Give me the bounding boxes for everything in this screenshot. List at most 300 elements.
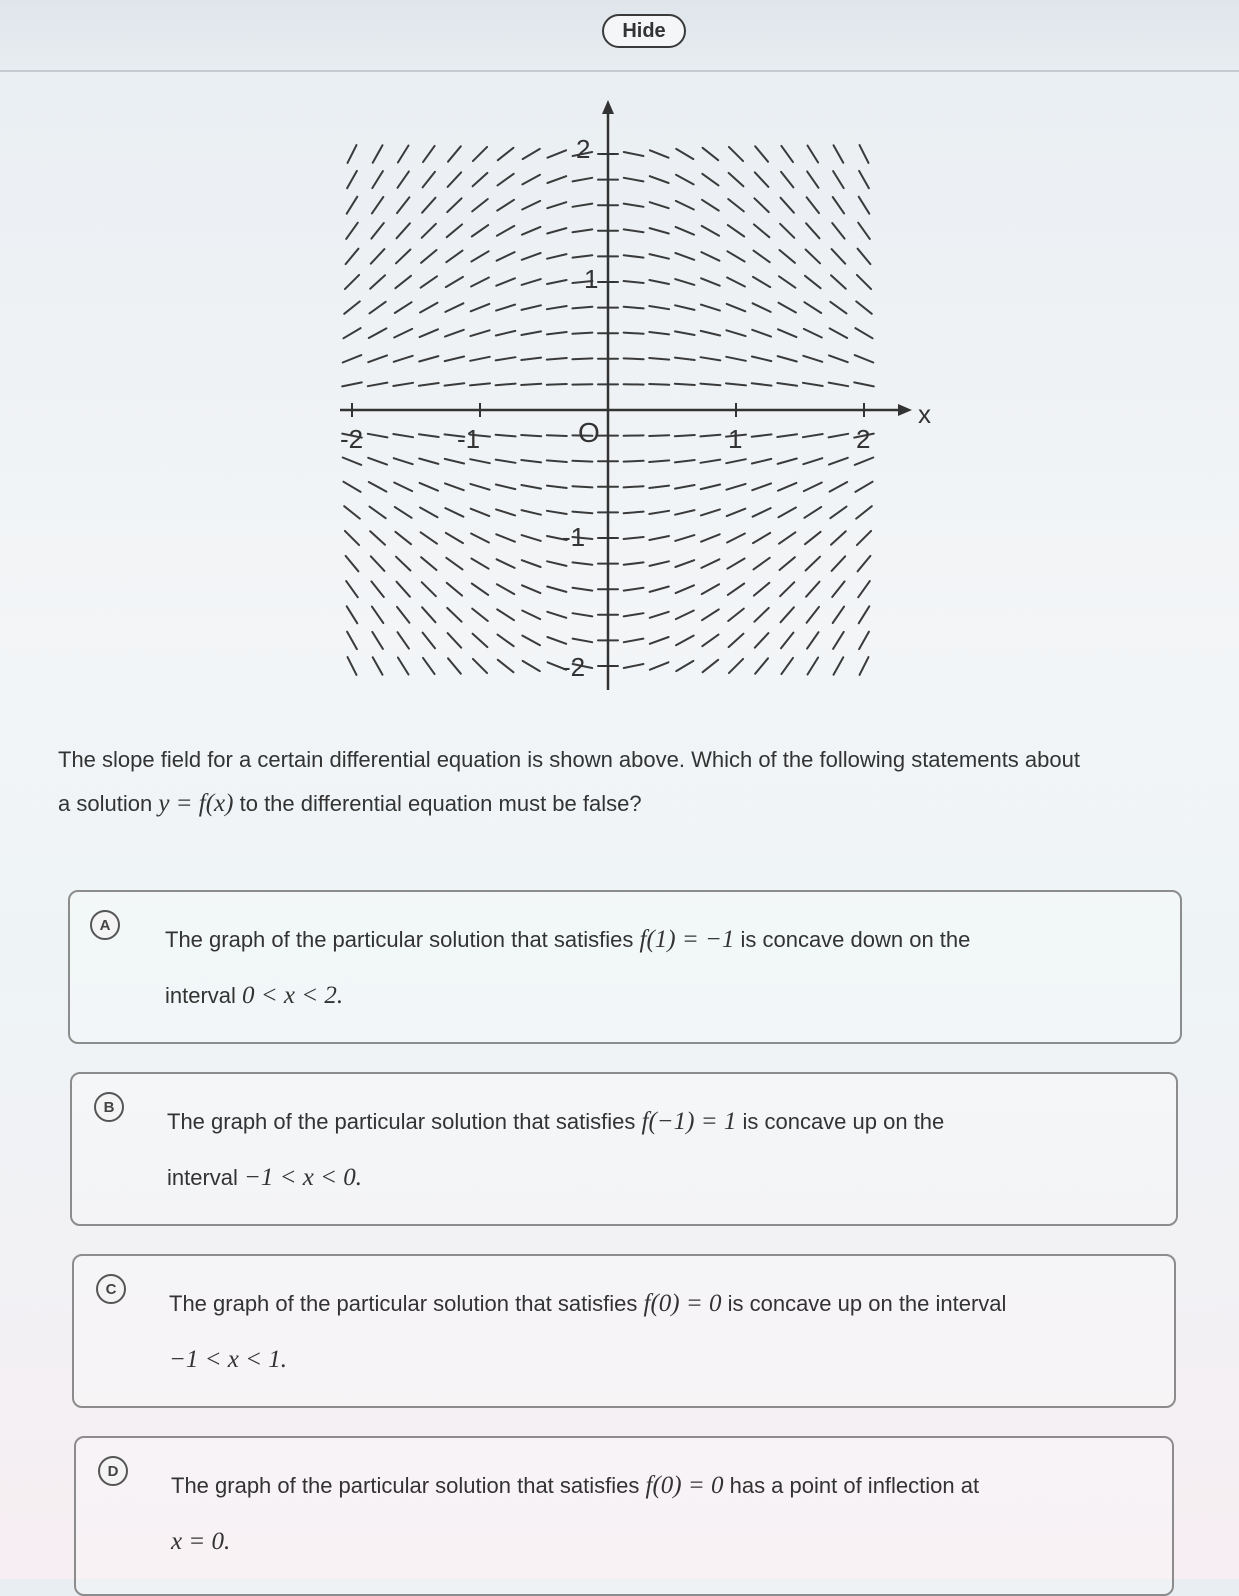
slope-segment: [829, 383, 849, 387]
slope-segment: [398, 658, 409, 675]
slope-segment: [471, 304, 490, 311]
slope-segment: [472, 225, 488, 236]
choice-c[interactable]: [72, 1254, 1176, 1408]
slope-segment: [777, 383, 797, 386]
slope-segment: [572, 461, 592, 462]
slope-segment: [855, 355, 874, 362]
choice-d[interactable]: [74, 1436, 1174, 1596]
slope-segment: [649, 306, 669, 309]
slope-segment: [572, 512, 592, 514]
slope-segment: [805, 532, 821, 544]
slope-segment: [447, 583, 462, 596]
slope-segment: [808, 146, 819, 163]
slope-segment: [777, 434, 797, 437]
choice-c-interval: −1 < x < 1.: [169, 1346, 287, 1373]
slope-segment: [473, 147, 487, 161]
slope-segment: [753, 277, 770, 287]
slope-segment: [857, 531, 871, 545]
slope-segment: [624, 152, 644, 156]
slope-segment: [422, 198, 435, 213]
slope-segment: [470, 383, 490, 385]
slope-segment: [394, 356, 413, 362]
slope-segment: [779, 508, 796, 518]
slope-segment: [650, 587, 669, 592]
slope-segment: [624, 562, 644, 564]
slope-segment: [573, 588, 593, 591]
x-axis-arrow-icon: [898, 404, 912, 416]
slope-segment: [752, 383, 772, 385]
slope-segment: [394, 329, 412, 338]
slope-segment: [369, 328, 387, 338]
slope-segment: [471, 559, 488, 569]
slope-segment: [624, 307, 644, 309]
slope-segment: [347, 197, 358, 214]
choice-a-pre: The graph of the particular solution that satisfies: [165, 927, 633, 952]
slope-segment: [496, 509, 515, 515]
slope-segment: [649, 358, 669, 360]
slope-segment: [650, 612, 669, 618]
slope-segment: [728, 609, 744, 621]
slope-segment: [650, 561, 669, 566]
slope-segment: [547, 435, 567, 436]
slope-segment: [780, 557, 795, 570]
slope-segment: [496, 534, 515, 541]
choice-d-condition: f(0) = 0: [646, 1472, 724, 1499]
y-tick-label: 1: [584, 264, 598, 294]
slope-segment: [547, 202, 566, 208]
slope-segment: [472, 609, 488, 621]
slope-segment: [808, 658, 819, 675]
slope-segment: [624, 358, 644, 359]
slope-segment: [755, 172, 769, 187]
slope-segment: [346, 223, 358, 239]
slope-segment: [373, 145, 383, 162]
slope-segment: [778, 483, 796, 491]
slope-segment: [473, 173, 488, 186]
choice-b-interval: −1 < x < 0.: [244, 1164, 362, 1191]
slope-segment: [346, 249, 359, 264]
slope-segment: [396, 557, 410, 571]
slope-segment: [701, 252, 719, 261]
slope-segment: [649, 280, 669, 284]
slope-segment: [573, 255, 593, 257]
choice-a[interactable]: [68, 890, 1182, 1044]
slope-segment: [446, 533, 463, 543]
slope-segment: [547, 176, 566, 183]
slope-segment: [701, 460, 721, 463]
slope-segment: [496, 278, 515, 285]
slope-segment: [752, 434, 772, 436]
slope-segment: [448, 633, 462, 648]
slope-segment: [781, 146, 793, 162]
slope-segment: [448, 172, 462, 187]
slope-segment: [496, 331, 515, 336]
slope-segment: [470, 484, 489, 490]
slope-segment: [370, 275, 385, 288]
slope-segment: [445, 330, 464, 337]
slope-segment: [371, 249, 385, 264]
slope-segment: [701, 331, 720, 336]
slope-segment: [778, 356, 797, 361]
slope-segment: [834, 657, 844, 674]
slope-segment: [398, 171, 409, 187]
slope-segment: [804, 302, 821, 313]
slope-segment: [347, 632, 357, 649]
slope-segment: [346, 581, 358, 597]
slope-segment: [676, 636, 694, 646]
slope-segment: [521, 331, 541, 335]
slope-segment: [372, 197, 383, 213]
slope-segment: [755, 146, 768, 161]
slope-segment: [342, 382, 362, 386]
slope-segment: [831, 275, 846, 288]
slope-segment: [470, 459, 490, 463]
hide-button[interactable]: Hide: [602, 14, 686, 48]
slope-segment: [803, 383, 823, 386]
slope-segment: [834, 145, 844, 162]
slope-segment: [344, 301, 360, 313]
slope-segment: [833, 197, 844, 213]
slope-segment: [727, 559, 744, 569]
slope-segment: [395, 532, 411, 544]
slope-segment: [448, 146, 461, 161]
slope-segment: [496, 485, 515, 490]
slope-segment: [780, 224, 794, 238]
slope-segment: [471, 278, 489, 287]
slope-segment: [573, 204, 593, 207]
slope-segment: [522, 585, 540, 593]
slope-segment: [370, 507, 386, 519]
y-axis-arrow-icon: [602, 100, 614, 114]
choice-d-pre: The graph of the particular solution that satisfies: [171, 1473, 639, 1498]
slope-segment: [347, 171, 357, 188]
slope-segment: [675, 535, 694, 541]
slope-segment: [497, 559, 515, 568]
slope-segment: [753, 508, 771, 517]
slope-segment: [624, 512, 644, 514]
slope-segment: [807, 632, 818, 648]
slope-segment: [729, 173, 744, 186]
slope-segment: [445, 508, 463, 517]
slope-segment: [676, 661, 693, 671]
slope-segment: [859, 632, 869, 649]
slope-segment: [522, 535, 541, 541]
slope-segment: [398, 632, 409, 648]
choice-c-line-1: [169, 1276, 1134, 1332]
choice-c-text: [169, 1276, 1134, 1388]
origin-label: O: [578, 417, 600, 448]
slope-segment: [522, 305, 541, 310]
slope-segment: [572, 333, 592, 334]
slope-segment: [572, 358, 592, 359]
choice-letter-b: B: [94, 1092, 124, 1122]
question-math: y = f(x): [158, 790, 233, 817]
slope-segment: [624, 461, 644, 462]
slope-segment: [470, 357, 490, 361]
slope-segment: [650, 662, 669, 669]
slope-segment: [447, 224, 462, 237]
slope-segment: [522, 611, 540, 620]
slope-segment: [448, 658, 461, 673]
slope-segment: [703, 660, 719, 672]
slope-segment: [624, 281, 644, 283]
slope-segment: [649, 460, 669, 462]
slope-segment: [395, 302, 412, 313]
slope-segment: [754, 251, 770, 263]
slope-segment: [397, 223, 410, 238]
choice-a-line2-pre: interval: [165, 983, 236, 1008]
slope-segment: [573, 639, 593, 643]
slope-segment: [830, 482, 848, 492]
slope-segment: [675, 253, 694, 260]
slope-segment: [372, 607, 383, 623]
slope-segment: [422, 607, 435, 622]
slope-segment: [346, 556, 359, 571]
choice-c-post: is concave up on the interval: [728, 1291, 1007, 1316]
top-bar: [0, 0, 1239, 72]
question-line-1: The slope field for a certain differential equation is shown above. Which of the following statements about: [58, 738, 1208, 782]
choice-a-text: [165, 912, 1140, 1024]
x-axis-label: x: [918, 399, 931, 429]
slope-segment: [447, 608, 461, 622]
slope-segment: [498, 635, 514, 647]
slope-segment: [701, 559, 719, 568]
slope-segment: [420, 329, 438, 337]
slope-segment: [832, 249, 846, 264]
choice-c-pre: The graph of the particular solution that satisfies: [169, 1291, 637, 1316]
slope-segment: [752, 483, 771, 490]
slope-segment: [573, 613, 593, 616]
slope-segment: [755, 633, 769, 648]
slope-segment: [807, 171, 818, 187]
slope-segment: [858, 223, 870, 239]
slope-segment: [393, 434, 413, 437]
slope-segment: [675, 279, 694, 285]
slope-segment: [702, 584, 719, 594]
slope-segment: [753, 533, 770, 543]
slope-segment: [423, 146, 435, 162]
slope-segment: [343, 328, 360, 338]
slope-segment: [472, 584, 488, 595]
slope-segment: [779, 532, 795, 543]
slope-segment: [753, 303, 771, 312]
slope-segment: [676, 149, 693, 159]
slope-segment: [832, 223, 844, 239]
slope-segment: [752, 459, 771, 464]
slope-segment: [547, 587, 566, 592]
slope-segment: [859, 171, 869, 188]
slope-segment: [345, 275, 359, 289]
slope-segment: [781, 607, 794, 622]
slope-segment: [547, 306, 567, 309]
slope-segment: [726, 484, 745, 490]
slope-segment: [752, 330, 771, 337]
slope-segment: [700, 435, 720, 437]
slope-segment: [858, 249, 871, 264]
slope-segment: [624, 333, 644, 334]
choice-b-pre: The graph of the particular solution that satisfies: [167, 1109, 635, 1134]
slope-segment: [522, 253, 541, 260]
slope-segment: [496, 357, 516, 360]
slope-segment: [754, 558, 770, 570]
slope-segment: [348, 145, 357, 163]
slope-segment: [445, 483, 464, 490]
choice-b[interactable]: [70, 1072, 1178, 1226]
slope-segment: [702, 174, 718, 186]
slope-segment: [700, 384, 720, 386]
slope-segment: [729, 147, 743, 161]
slope-segment: [860, 657, 869, 675]
slope-segment: [421, 557, 436, 570]
slope-segment: [675, 384, 695, 385]
slope-segment: [497, 200, 514, 211]
slope-segment: [858, 556, 871, 571]
slope-segment: [547, 384, 567, 385]
slope-segment: [522, 201, 540, 210]
slope-segment: [778, 459, 797, 464]
slope-segment: [675, 460, 695, 462]
slope-segment: [755, 658, 768, 673]
slope-segment: [547, 228, 566, 233]
slope-segment: [675, 305, 694, 310]
slope-segment: [573, 562, 593, 564]
slope-segment: [727, 278, 745, 287]
slope-segment: [624, 613, 644, 616]
choice-b-line-2: [167, 1150, 1136, 1206]
slope-segment: [727, 304, 746, 311]
y-tick-label: -2: [562, 652, 585, 682]
choice-letter-d: D: [98, 1456, 128, 1486]
slope-segment: [397, 607, 409, 623]
slope-segment: [547, 511, 567, 514]
slope-segment: [779, 276, 795, 287]
slope-segment: [649, 511, 669, 514]
slope-segment: [701, 485, 720, 490]
slope-segment: [829, 458, 848, 465]
question-line-2: [58, 782, 1208, 826]
x-tick-label: 2: [856, 424, 870, 454]
slope-segment: [496, 460, 516, 463]
slope-segment: [858, 581, 870, 597]
slope-segment: [804, 507, 821, 518]
slope-segment: [727, 509, 746, 516]
slope-segment: [371, 556, 385, 571]
choice-d-line-2: [171, 1514, 1132, 1570]
slope-segment: [624, 255, 644, 257]
slope-segment: [806, 582, 819, 597]
slope-segment: [423, 633, 435, 649]
slope-segment: [675, 435, 695, 436]
slope-segment: [729, 659, 743, 673]
slope-segment: [676, 611, 694, 620]
slope-segment: [573, 178, 593, 182]
slope-segment: [752, 357, 771, 362]
choice-c-condition: f(0) = 0: [644, 1290, 722, 1317]
slope-segment: [522, 510, 541, 515]
choice-d-post: has a point of inflection at: [730, 1473, 980, 1498]
slope-segment: [498, 660, 514, 672]
choice-d-interval: x = 0.: [171, 1528, 230, 1555]
slope-segment: [368, 383, 388, 387]
slope-segment: [548, 150, 567, 157]
slope-segment: [778, 329, 796, 337]
slope-segment: [343, 355, 362, 362]
slope-segment: [547, 332, 567, 334]
slope-segment: [833, 607, 844, 623]
slope-segment: [547, 637, 566, 644]
slope-segment: [675, 331, 695, 335]
slope-segment: [754, 583, 769, 596]
slope-segment: [447, 198, 461, 212]
slope-segment: [498, 148, 514, 160]
slope-segment: [522, 227, 540, 235]
choice-d-line-1: [171, 1458, 1132, 1514]
slope-segment: [419, 459, 438, 464]
slope-segment: [368, 355, 387, 362]
slope-segment: [547, 612, 566, 618]
slope-segment: [419, 434, 439, 437]
slope-segment: [522, 636, 540, 646]
slope-segment: [348, 657, 357, 675]
question-line-2-pre: a solution: [58, 791, 152, 816]
slope-segment: [804, 329, 822, 338]
choice-a-condition: f(1) = −1: [640, 926, 735, 953]
slope-segment: [728, 584, 744, 595]
slope-segment: [471, 509, 490, 516]
slope-segment: [547, 460, 567, 462]
slope-segment: [394, 483, 412, 492]
choice-a-interval: 0 < x < 2.: [242, 982, 343, 1009]
slope-segment: [857, 275, 871, 289]
slope-segment: [521, 358, 541, 360]
slope-segment: [368, 458, 387, 465]
slope-segment: [860, 145, 869, 163]
slope-segment: [368, 434, 388, 438]
slope-segment: [497, 226, 514, 236]
slope-segment: [803, 434, 823, 437]
slope-segment: [781, 172, 793, 188]
slope-segment: [419, 356, 438, 361]
slope-segment: [344, 506, 360, 518]
choice-letter-a: A: [90, 910, 120, 940]
slope-segment: [371, 223, 383, 239]
slope-segment: [371, 581, 383, 597]
slope-segment: [547, 254, 566, 259]
slope-segment: [829, 434, 849, 438]
slope-segment: [624, 537, 644, 539]
slope-segment: [445, 383, 465, 385]
slope-segment: [523, 149, 540, 159]
slope-segment: [779, 303, 796, 313]
choice-b-line-1: [167, 1094, 1136, 1150]
slope-segment: [345, 531, 359, 545]
slope-segment: [781, 633, 793, 649]
slope-segment: [496, 384, 516, 386]
slope-segment: [572, 486, 592, 487]
slope-segment: [572, 307, 592, 309]
slope-segment: [496, 305, 515, 311]
slope-segment: [397, 582, 410, 597]
slope-segment: [547, 280, 567, 284]
slope-segment: [726, 357, 746, 361]
slope-segment: [420, 483, 438, 491]
slope-segment: [573, 229, 593, 232]
slope-segment: [446, 251, 462, 263]
slope-segment: [496, 435, 516, 437]
slope-segment: [343, 458, 362, 465]
slope-segment: [422, 582, 436, 596]
slope-segment: [497, 609, 514, 620]
